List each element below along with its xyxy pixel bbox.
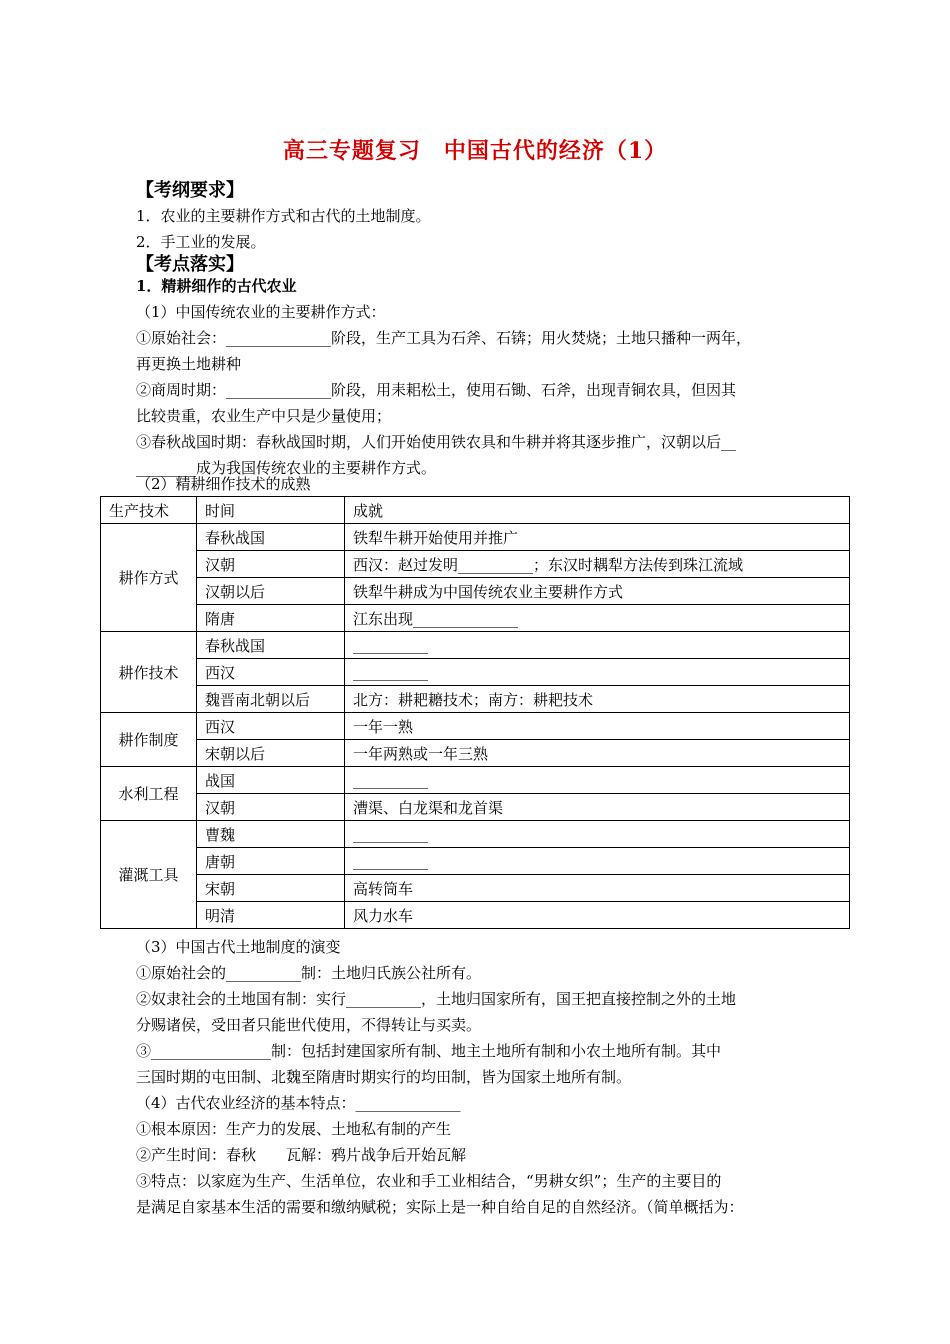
achievement-cell: 高转筒车 [345, 875, 850, 902]
time-cell: 唐朝 [197, 848, 345, 875]
text-line: ②商周时期：______________阶段，用耒耜松土，使用石锄、石斧，出现青铜农具，但因其 [136, 381, 737, 399]
text-line: 再更换土地耕种 [136, 355, 242, 373]
text-line: ③春秋战国时期：春秋战国时期，人们开始使用铁农具和牛耕并将其逐步推广，汉朝以后__ [136, 433, 737, 451]
time-cell: 明清 [197, 902, 345, 929]
time-cell: 汉朝 [197, 551, 345, 578]
text-line: ①原始社会的__________制：土地归氏族公社所有。 [136, 964, 482, 982]
achievement-cell: __________ [345, 767, 850, 794]
time-cell: 隋唐 [197, 605, 345, 632]
category-cell: 水利工程 [101, 767, 197, 821]
text-line: 比较贵重，农业生产中只是少量使用； [136, 407, 392, 425]
table-row [101, 713, 850, 740]
table-row [101, 794, 850, 821]
text-line: ③特点：以家庭为生产、生活单位，农业和手工业相结合，“男耕女织”；生产的主要目的 [136, 1172, 722, 1190]
table-row [101, 875, 850, 902]
table-row [101, 632, 850, 659]
text-line: ③________________制：包括封建国家所有制、地主土地所有制和小农土地所有制。其中 [136, 1042, 722, 1060]
page-title: 高三专题复习 中国古代的经济（1） [282, 138, 668, 164]
table-row [101, 848, 850, 875]
text-line: ②奴隶社会的土地国有制：实行__________，土地归国家所有，国王把直接控制之外的土地 [136, 990, 737, 1008]
achievement-cell: 铁犁牛耕成为中国传统农业主要耕作方式 [345, 578, 850, 605]
table-row [101, 767, 850, 794]
category-cell: 耕作制度 [101, 713, 197, 767]
time-cell: 战国 [197, 767, 345, 794]
achievement-cell: 江东出现______________ [345, 605, 850, 632]
table-header: 成就 [345, 497, 850, 524]
table-row [101, 740, 850, 767]
time-cell: 宋朝以后 [197, 740, 345, 767]
part1-title: （1）中国传统农业的主要耕作方式： [136, 303, 386, 321]
table-header-row [101, 497, 850, 524]
category-cell: 耕作方式 [101, 524, 197, 632]
table-row [101, 659, 850, 686]
part3-block [136, 934, 836, 1090]
part2-title: （2）精耕细作技术的成熟 [136, 475, 311, 493]
text-line: ①原始社会：______________阶段，生产工具为石斧、石锛；用火焚烧；土地只播种一两年， [136, 329, 752, 347]
table-row [101, 605, 850, 632]
part4-title: （4）古代农业经济的基本特点：______________ [136, 1094, 461, 1112]
time-cell: 春秋战国 [197, 632, 345, 659]
table-row [101, 551, 850, 578]
list-item: 2．手工业的发展。 [136, 233, 266, 251]
achievement-cell: 一年一熟 [345, 713, 850, 740]
category-cell: 灌溉工具 [101, 821, 197, 929]
achievement-cell: 漕渠、白龙渠和龙首渠 [345, 794, 850, 821]
table-row [101, 578, 850, 605]
time-cell: 汉朝 [197, 794, 345, 821]
time-cell: 西汉 [197, 659, 345, 686]
text-line: 三国时期的屯田制、北魏至隋唐时期实行的均田制，皆为国家土地所有制。 [136, 1068, 632, 1086]
table-row [101, 686, 850, 713]
time-cell: 魏晋南北朝以后 [197, 686, 345, 713]
achievement-cell: 西汉：赵过发明__________；东汉时耦犁方法传到珠江流域 [345, 551, 850, 578]
achievement-cell: 风力水车 [345, 902, 850, 929]
achievement-cell: 铁犁牛耕开始使用并推广 [345, 524, 850, 551]
category-cell: 耕作技术 [101, 632, 197, 713]
achievement-cell: 北方：耕耙耱技术；南方：耕耙技术 [345, 686, 850, 713]
achievement-cell: __________ [345, 659, 850, 686]
part1-block [136, 299, 836, 481]
list-item: 1．农业的主要耕作方式和古代的土地制度。 [136, 207, 431, 225]
achievement-cell: 一年两熟或一年三熟 [345, 740, 850, 767]
section-heading-kaodian: 【考点落实】 [136, 254, 244, 275]
text-line: ②产生时间：春秋 瓦解：鸦片战争后开始瓦解 [136, 1146, 467, 1164]
achievement-cell: __________ [345, 848, 850, 875]
table-row [101, 821, 850, 848]
table-header: 生产技术 [101, 497, 197, 524]
table-row [101, 524, 850, 551]
part4-block [136, 1090, 836, 1220]
subsection-heading: 1．精耕细作的古代农业 [136, 277, 297, 295]
time-cell: 春秋战国 [197, 524, 345, 551]
part3-title: （3）中国古代土地制度的演变 [136, 938, 341, 956]
text-line: 是满足自家基本生活的需要和缴纳赋税；实际上是一种自给自足的自然经济。（简单概括为： [136, 1198, 744, 1216]
time-cell: 宋朝 [197, 875, 345, 902]
achievement-cell: __________ [345, 632, 850, 659]
time-cell: 曹魏 [197, 821, 345, 848]
time-cell: 汉朝以后 [197, 578, 345, 605]
table-row [101, 902, 850, 929]
time-cell: 西汉 [197, 713, 345, 740]
section-heading-kaogang: 【考纲要求】 [136, 180, 244, 201]
text-line: 分赐诸侯，受田者只能世代使用，不得转让与买卖。 [136, 1016, 482, 1034]
text-line: ①根本原因：生产力的发展、土地私有制的产生 [136, 1120, 452, 1138]
text-line: ________成为我国传统农业的主要耕作方式。 [136, 459, 437, 477]
technique-table [100, 496, 850, 929]
requirement-list [136, 203, 836, 255]
table-header: 时间 [197, 497, 345, 524]
achievement-cell: __________ [345, 821, 850, 848]
